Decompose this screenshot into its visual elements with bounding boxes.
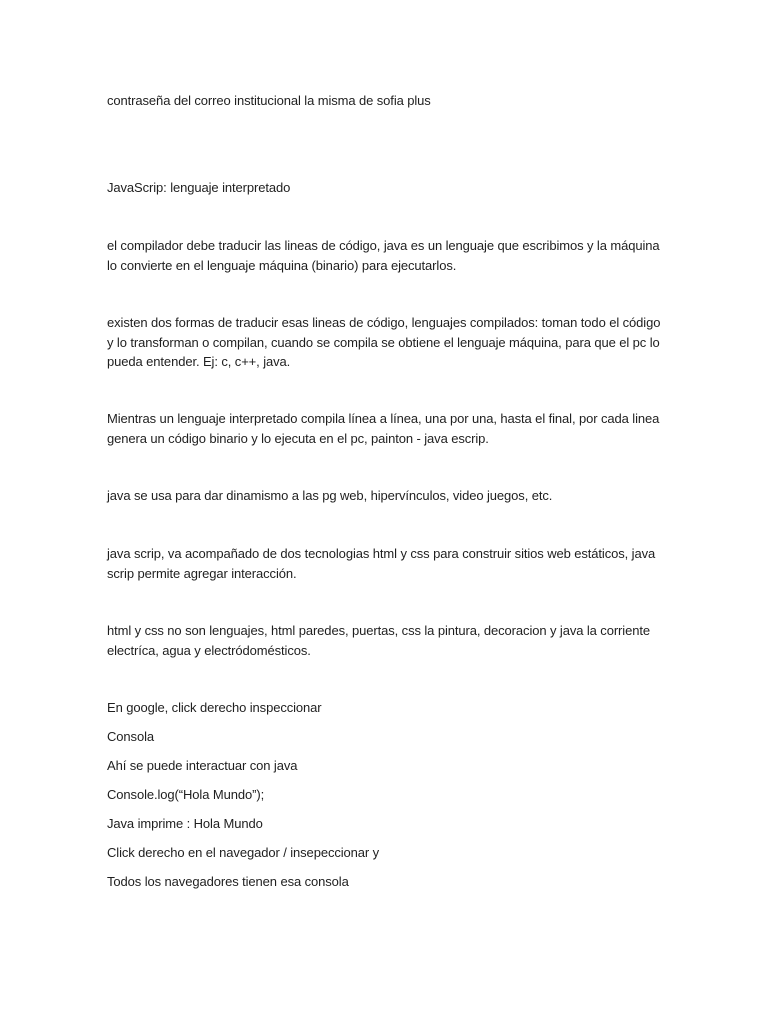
paragraph-not-languages: html y css no son lenguajes, html paredes, puertas, css la pintura, decoracion y java la corriente electríca, agua y electródomésticos. [107, 623, 650, 658]
paragraph-password-note: contraseña del correo institucional la misma de sofia plus [107, 93, 431, 108]
paragraph-right-click: Click derecho en el navegador / insepeccionar y [107, 845, 380, 860]
paragraph-console-log: Console.log(“Hola Mundo”); [107, 787, 265, 802]
paragraph-javascript-title: JavaScrip: lenguaje interpretado [107, 180, 291, 195]
paragraph-console: Consola [107, 729, 154, 744]
paragraph-html-css: java scrip, va acompañado de dos tecnologias html y css para construir sitios web estáticos, java scrip permite agregar interacción. [107, 546, 656, 581]
paragraph-java-prints: Java imprime : Hola Mundo [107, 816, 263, 831]
paragraph-interact: Ahí se puede interactuar con java [107, 758, 298, 773]
paragraph-all-browsers: Todos los navegadores tienen esa consola [107, 874, 349, 889]
paragraph-java-uses: java se usa para dar dinamismo a las pg web, hipervínculos, video juegos, etc. [107, 488, 553, 503]
paragraph-compiler: el compilador debe traducir las lineas de código, java es un lenguaje que escribimos y la máquina lo convierte en el lenguaje máquina (binario) para ejecutarlos. [107, 238, 660, 273]
paragraph-interpreted-languages: Mientras un lenguaje interpretado compila línea a línea, una por una, hasta el final, por cada linea genera un código binario y lo ejecuta en el pc, painton - java escrip. [107, 411, 660, 446]
paragraph-google-inspect: En google, click derecho inspeccionar [107, 700, 322, 715]
paragraph-compiled-languages: existen dos formas de traducir esas lineas de código, lenguajes compilados: toman todo el código y lo transforman o compilan, cuando se compila se obtiene el lenguaje máquina, para que el pc lo pueda entender. Ej: c, c++, java. [107, 315, 661, 369]
